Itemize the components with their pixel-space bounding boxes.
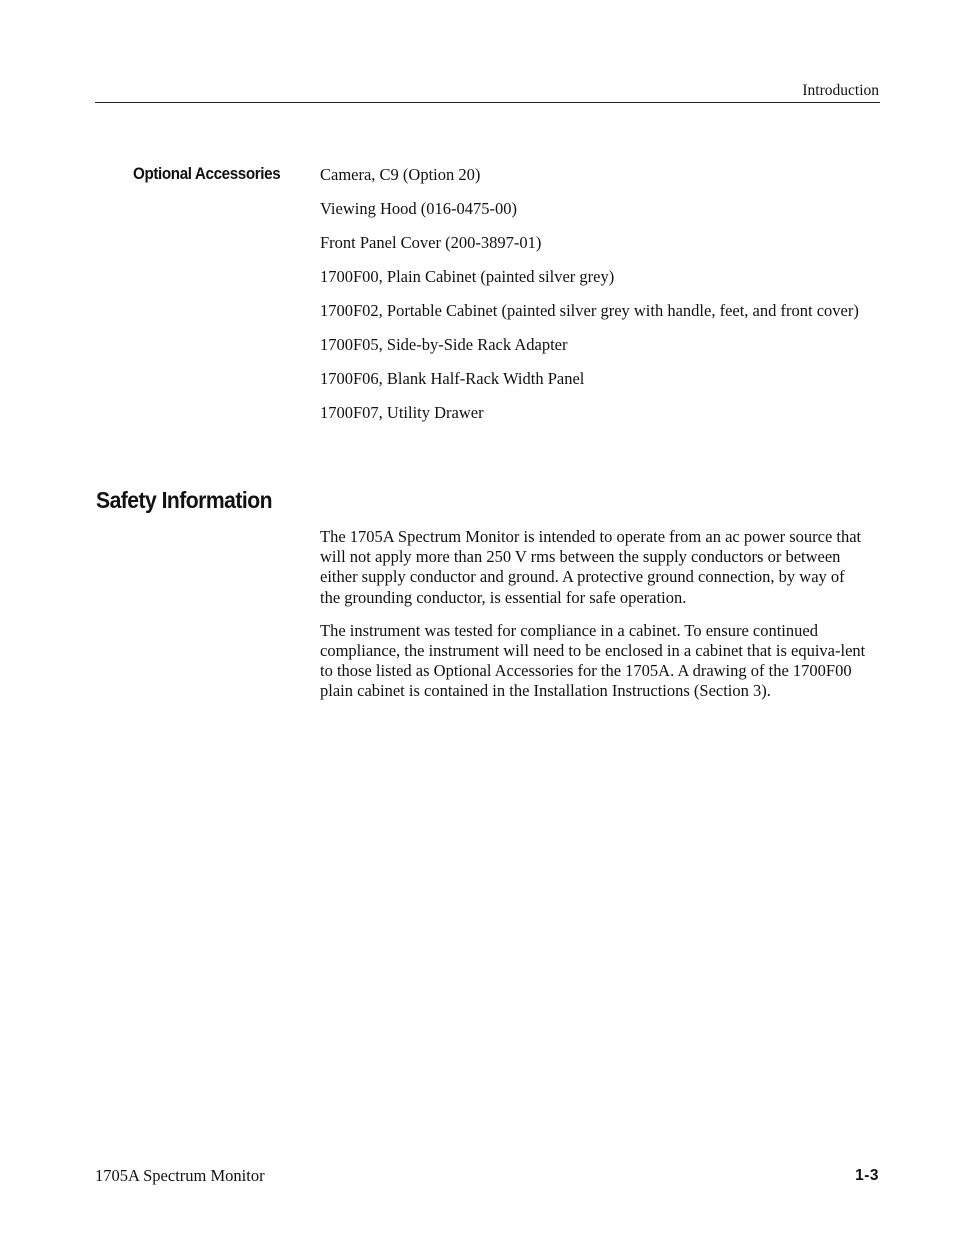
safety-paragraph: The instrument was tested for compliance in a cabinet. To ensure continued compliance, the instrument will need to be enclosed in a cabinet that is equiva-lent to those listed as Optional Accessories for the 1705A. A drawing of the 1700F00 plain cabinet is contained in the Installation Instructions (Section 3). (320, 620, 866, 701)
optional-accessories-heading: Optional Accessories (133, 165, 281, 183)
accessory-item: 1700F06, Blank Half-Rack Width Panel (320, 369, 585, 388)
accessory-item: Front Panel Cover (200-3897-01) (320, 233, 542, 252)
accessory-item: 1700F07, Utility Drawer (320, 403, 484, 422)
safety-paragraph: The 1705A Spectrum Monitor is intended to operate from an ac power source that will not apply more than 250 V rms between the supply conductors or between either supply conductor and ground. A protective ground connection, by way of the grounding conductor, is essential for safe operation. (320, 527, 862, 607)
footer-page-number: 1-3 (855, 1167, 879, 1184)
header-rule (95, 102, 880, 103)
accessory-item: 1700F05, Side-by-Side Rack Adapter (320, 335, 568, 354)
accessory-item: Viewing Hood (016-0475-00) (320, 199, 517, 218)
running-header-section-title: Introduction (802, 82, 879, 99)
accessory-item: Camera, C9 (Option 20) (320, 165, 481, 184)
safety-information-body (320, 527, 868, 715)
optional-accessories-list (320, 165, 865, 437)
footer-manual-title: 1705A Spectrum Monitor (95, 1166, 265, 1185)
safety-information-heading: Safety Information (96, 487, 272, 513)
accessory-item: 1700F00, Plain Cabinet (painted silver grey) (320, 267, 615, 286)
accessory-item: 1700F02, Portable Cabinet (painted silver grey with handle, feet, and front cover) (320, 301, 859, 320)
